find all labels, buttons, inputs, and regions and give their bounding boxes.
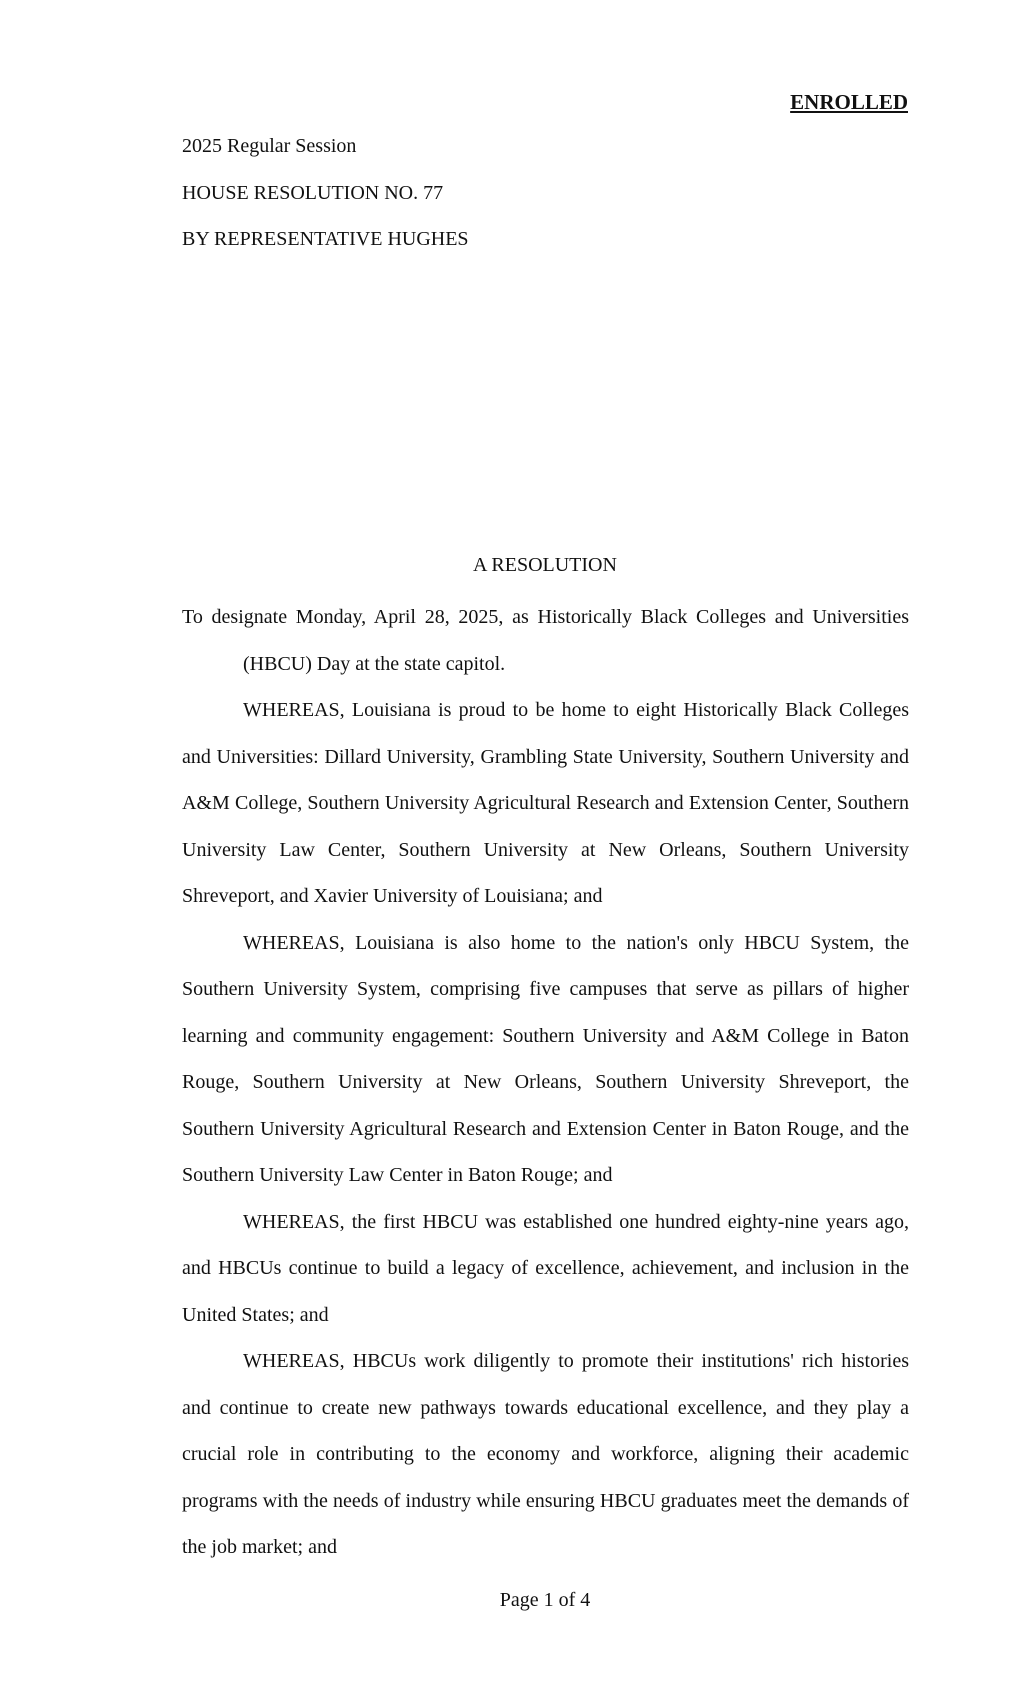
resolution-heading: A RESOLUTION (473, 554, 617, 576)
whereas-clause-1: WHEREAS, Louisiana is proud to be home to eight Historically Black Colleges and Universities: Dillard University, Grambling State University, Southern University and A&M College, Southern University Agricultural Research and Extension Center, Southern University Law Center, Southern University at New Orleans, Southern University Shreveport, and Xavier University of Louisiana; and (182, 699, 909, 907)
sponsor-line: BY REPRESENTATIVE HUGHES (182, 228, 469, 250)
whereas-clause-4: WHEREAS, HBCUs work diligently to promote their institutions' rich histories and continue to create new pathways towards educational excellence, and they play a crucial role in contributing to the economy and workforce, aligning their academic programs with the needs of industry while ensuring HBCU graduates meet the demands of the job market; and (182, 1350, 909, 1558)
resolution-number: HOUSE RESOLUTION NO. 77 (182, 182, 444, 204)
page-number: Page 1 of 4 (499, 1589, 591, 1611)
whereas-clause-3: WHEREAS, the first HBCU was established one hundred eighty-nine years ago, and HBCUs continue to build a legacy of excellence, achievement, and inclusion in the United States; and (182, 1210, 909, 1326)
resolution-body (182, 594, 909, 1571)
whereas-clause-2: WHEREAS, Louisiana is also home to the nation's only HBCU System, the Southern University System, comprising five campuses that serve as pillars of higher learning and community engagement: Southern University and A&M College in Baton Rouge, Southern University at New Orleans, Southern University Shreveport, the Southern University Agricultural Research and Extension Center in Baton Rouge, and the Southern University Law Center in Baton Rouge; and (182, 931, 909, 1186)
enrolled-status: ENROLLED (790, 90, 908, 114)
resolution-title: To designate Monday, April 28, 2025, as Historically Black Colleges and Universities (HBCU) Day at the state capitol. (182, 606, 909, 675)
session-line: 2025 Regular Session (182, 135, 357, 157)
